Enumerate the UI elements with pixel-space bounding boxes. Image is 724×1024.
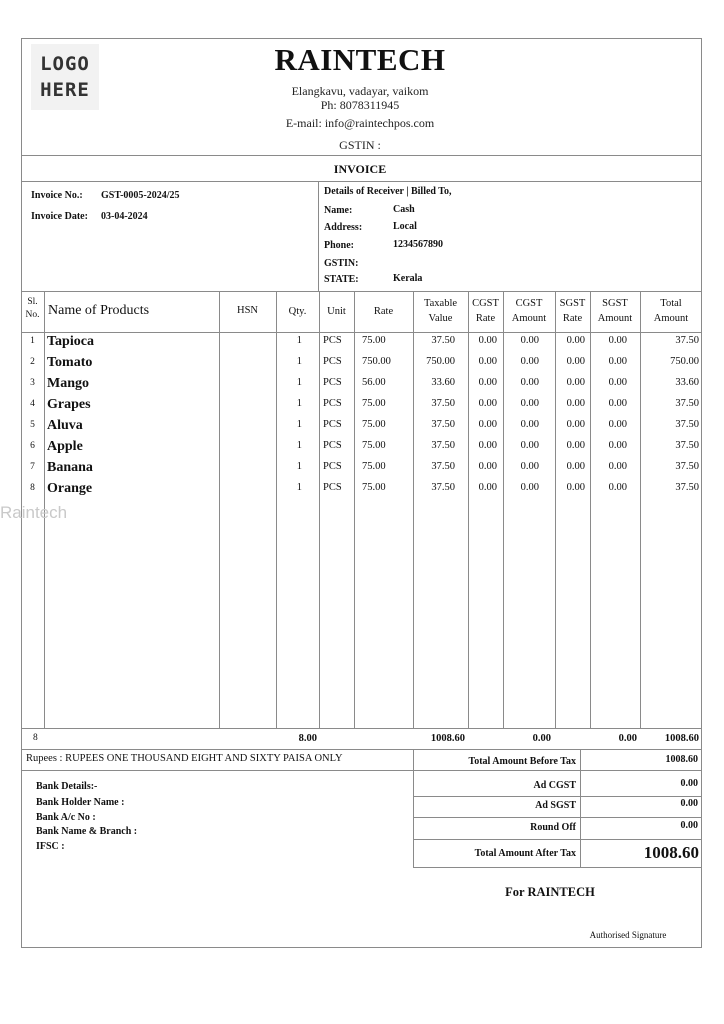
cell-rate: 75.00: [362, 461, 386, 472]
bank-title: Bank Details:-: [36, 781, 98, 792]
cell-total: 37.50: [675, 482, 699, 493]
cell-sl: 3: [30, 378, 35, 388]
cell-sgst-amt: 0.00: [608, 377, 627, 388]
col-header-text: Amount: [653, 313, 689, 324]
divider: [413, 817, 702, 818]
col-header-text: CGST: [515, 298, 543, 309]
cell-name: Aluva: [47, 418, 83, 433]
cell-rate: 75.00: [362, 440, 386, 451]
cell-unit: PCS: [323, 377, 342, 388]
total-item-count: 8: [33, 733, 38, 743]
divider: [413, 839, 702, 840]
col-header-text: Rate: [562, 313, 583, 324]
logo-placeholder: [31, 44, 99, 110]
cell-unit: PCS: [323, 482, 342, 493]
cell-cgst-amt: 0.00: [520, 356, 539, 367]
bank-ifsc-label: IFSC :: [36, 841, 65, 852]
cell-taxable: 37.50: [431, 398, 455, 409]
cell-sgst-rate: 0.00: [566, 482, 585, 493]
cell-sl: 4: [30, 399, 35, 409]
cell-taxable: 750.00: [426, 356, 455, 367]
cell-sl: 2: [30, 357, 35, 367]
cell-taxable: 33.60: [431, 377, 455, 388]
cell-qty: 1: [296, 419, 302, 430]
divider: [21, 155, 702, 156]
cell-sl: 6: [30, 441, 35, 451]
col-header-text: SGST: [559, 298, 586, 309]
cell-cgst-amt: 0.00: [520, 461, 539, 472]
cell-sgst-rate: 0.00: [566, 461, 585, 472]
cell-total: 37.50: [675, 419, 699, 430]
cell-rate: 75.00: [362, 482, 386, 493]
cell-total: 37.50: [675, 461, 699, 472]
col-header-taxable: [413, 296, 468, 326]
cell-cgst-amt: 0.00: [520, 440, 539, 451]
cell-unit: PCS: [323, 398, 342, 409]
divider: [21, 181, 702, 182]
cell-sl: 8: [30, 483, 35, 493]
cell-sgst-rate: 0.00: [566, 377, 585, 388]
col-header-sgst-rate: [555, 296, 590, 326]
cell-cgst-rate: 0.00: [478, 356, 497, 367]
round-off-value: 0.00: [680, 820, 698, 831]
cell-taxable: 37.50: [431, 461, 455, 472]
receiver-address: Local: [393, 221, 417, 232]
total-qty: 8.00: [298, 733, 317, 744]
cell-cgst-rate: 0.00: [478, 335, 497, 346]
col-header-text: SGST: [602, 298, 628, 309]
bank-branch-label: Bank Name & Branch :: [36, 826, 138, 837]
receiver-phone: 1234567890: [393, 239, 443, 250]
divider: [21, 770, 702, 771]
cell-qty: 1: [296, 398, 302, 409]
cell-cgst-rate: 0.00: [478, 398, 497, 409]
round-off-label: Round Off: [530, 822, 576, 833]
invoice-date-label: Invoice Date:: [31, 211, 88, 222]
logo-text: HERE: [40, 79, 90, 101]
divider: [413, 867, 702, 868]
cell-qty: 1: [296, 335, 302, 346]
after-tax-value: 1008.60: [643, 843, 699, 862]
cell-total: 750.00: [670, 356, 699, 367]
cell-sgst-amt: 0.00: [608, 482, 627, 493]
receiver-phone-label: Phone:: [324, 240, 354, 251]
cell-cgst-amt: 0.00: [520, 377, 539, 388]
receiver-state-label: STATE:: [324, 274, 359, 285]
cell-sgst-rate: 0.00: [566, 419, 585, 430]
cell-qty: 1: [296, 440, 302, 451]
cell-unit: PCS: [323, 419, 342, 430]
cell-cgst-amt: 0.00: [520, 398, 539, 409]
cell-name: Apple: [47, 439, 83, 454]
col-header-text: Value: [428, 313, 453, 324]
cell-rate: 75.00: [362, 398, 386, 409]
cell-unit: PCS: [323, 440, 342, 451]
cell-name: Banana: [47, 460, 93, 475]
sgst-value: 0.00: [680, 798, 698, 809]
cell-taxable: 37.50: [431, 419, 455, 430]
watermark: Raintech: [0, 503, 68, 522]
signature-company: For RAINTECH: [505, 885, 595, 899]
sgst-label: Ad SGST: [535, 800, 576, 811]
cell-qty: 1: [296, 356, 302, 367]
bank-holder-label: Bank Holder Name :: [36, 797, 125, 808]
cell-qty: 1: [296, 482, 302, 493]
col-header-text: Amount: [511, 313, 547, 324]
col-header-name: Name of Products: [48, 303, 150, 318]
invoice-no-label: Invoice No.:: [31, 190, 83, 201]
col-header-unit: Unit: [327, 306, 346, 317]
column-line: [354, 291, 355, 728]
company-email: E-mail: info@raintechpos.com: [285, 116, 435, 130]
cell-cgst-amt: 0.00: [520, 419, 539, 430]
cell-sgst-amt: 0.00: [608, 461, 627, 472]
page-title: INVOICE: [333, 162, 387, 176]
cell-total: 37.50: [675, 335, 699, 346]
col-header-hsn: HSN: [236, 305, 258, 316]
cgst-label: Ad CGST: [533, 780, 576, 791]
after-tax-label: Total Amount After Tax: [474, 848, 576, 859]
cell-sgst-amt: 0.00: [608, 440, 627, 451]
cell-unit: PCS: [323, 335, 342, 346]
receiver-gstin-label: GSTIN:: [324, 258, 359, 269]
cell-rate: 750.00: [362, 356, 391, 367]
column-line: [219, 291, 220, 728]
column-line: [319, 291, 320, 728]
cell-rate: 75.00: [362, 419, 386, 430]
cell-sgst-amt: 0.00: [608, 356, 627, 367]
cell-rate: 75.00: [362, 335, 386, 346]
company-phone: Ph: 8078311945: [320, 98, 400, 112]
cell-taxable: 37.50: [431, 440, 455, 451]
receiver-name-label: Name:: [324, 205, 353, 216]
invoice-date: 03-04-2024: [101, 211, 148, 222]
cell-sl: 5: [30, 420, 35, 430]
cell-cgst-rate: 0.00: [478, 419, 497, 430]
cell-cgst-amt: 0.00: [520, 482, 539, 493]
cell-cgst-rate: 0.00: [478, 377, 497, 388]
cell-taxable: 37.50: [431, 482, 455, 493]
company-name: RAINTECH: [274, 42, 446, 77]
col-header-total: [640, 296, 702, 326]
cgst-value: 0.00: [680, 778, 698, 789]
receiver-name: Cash: [393, 204, 415, 215]
cell-sl: 7: [30, 462, 35, 472]
cell-name: Grapes: [47, 397, 91, 412]
col-header-qty: Qty.: [288, 306, 307, 317]
receiver-title: Details of Receiver | Billed To,: [324, 186, 452, 197]
total-cgst: 0.00: [532, 733, 551, 744]
divider: [21, 749, 702, 750]
cell-unit: PCS: [323, 461, 342, 472]
col-header-cgst-amount: [503, 296, 555, 326]
cell-cgst-rate: 0.00: [478, 461, 497, 472]
cell-sgst-rate: 0.00: [566, 440, 585, 451]
col-header-text: Total: [660, 298, 682, 309]
cell-sgst-rate: 0.00: [566, 335, 585, 346]
cell-total: 37.50: [675, 398, 699, 409]
cell-total: 37.50: [675, 440, 699, 451]
col-header-text: Sl.: [27, 297, 38, 307]
divider: [21, 291, 702, 292]
col-header-rate: Rate: [373, 306, 394, 317]
before-tax-value: 1008.60: [665, 754, 698, 765]
logo-text: LOGO: [40, 53, 90, 75]
cell-name: Tomato: [47, 355, 93, 370]
company-gstin: GSTIN :: [339, 138, 381, 152]
divider: [413, 796, 702, 797]
invoice-no: GST-0005-2024/25: [101, 190, 180, 201]
col-header-cgst-rate: [468, 296, 503, 326]
col-header-sl: [21, 296, 44, 322]
cell-name: Tapioca: [47, 334, 94, 349]
cell-sgst-rate: 0.00: [566, 356, 585, 367]
authorised-signature: Authorised Signature: [589, 930, 667, 940]
col-header-text: Taxable: [423, 298, 458, 309]
total-amount: 1008.60: [664, 733, 699, 744]
bank-account-label: Bank A/c No :: [36, 812, 96, 823]
amount-in-words: Rupees : RUPEES ONE THOUSAND EIGHT AND SIXTY PAISA ONLY: [26, 753, 343, 764]
cell-name: Mango: [47, 376, 89, 391]
cell-sgst-rate: 0.00: [566, 398, 585, 409]
cell-rate: 56.00: [362, 377, 386, 388]
cell-sgst-amt: 0.00: [608, 419, 627, 430]
col-header-text: CGST: [472, 298, 499, 309]
col-header-sgst-amount: [590, 296, 640, 326]
col-header-text: No.: [25, 310, 40, 320]
col-header-text: Amount: [597, 313, 633, 324]
receiver-state: Kerala: [393, 273, 423, 284]
divider: [21, 332, 702, 333]
cell-cgst-rate: 0.00: [478, 440, 497, 451]
cell-name: Orange: [47, 481, 93, 496]
cell-total: 33.60: [675, 377, 699, 388]
cell-sgst-amt: 0.00: [608, 335, 627, 346]
cell-cgst-rate: 0.00: [478, 482, 497, 493]
before-tax-label: Total Amount Before Tax: [468, 756, 576, 767]
receiver-address-label: Address:: [324, 222, 363, 233]
company-address: Elangkavu, vadayar, vaikom: [291, 84, 429, 98]
col-header-text: Rate: [475, 313, 496, 324]
cell-sgst-amt: 0.00: [608, 398, 627, 409]
cell-taxable: 37.50: [431, 335, 455, 346]
total-taxable: 1008.60: [430, 733, 465, 744]
cell-unit: PCS: [323, 356, 342, 367]
divider: [21, 728, 702, 729]
cell-cgst-amt: 0.00: [520, 335, 539, 346]
cell-sl: 1: [30, 336, 35, 346]
cell-qty: 1: [296, 461, 302, 472]
total-sgst: 0.00: [618, 733, 637, 744]
cell-qty: 1: [296, 377, 302, 388]
divider: [318, 181, 319, 291]
